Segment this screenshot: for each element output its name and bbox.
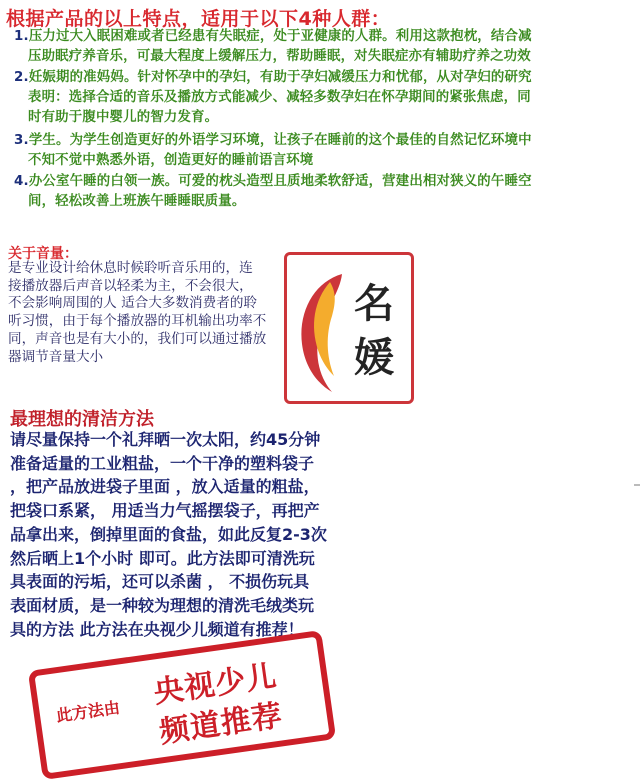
feature-item-line: 时有助于腹中婴儿的智力发育。 [28,110,219,125]
feature-item-number: 1. [14,29,29,44]
feature-item-1 [14,27,632,67]
stamp-small-text: 此方法由 [54,697,122,726]
suitable-groups-title: 根据产品的以上特点，适用于以下4种人群： [6,8,391,30]
volume-line: 接播放器后声音以轻柔为主，不会很大， [8,277,253,294]
feature-item-4 [14,172,632,212]
cleaning-line: 具的方法 此方法在央视少儿频道有推荐！ [10,619,304,639]
feature-item-line: 压助眠疗养音乐，可最大程度上缓解压力，帮助睡眠，对失眠症亦有辅助疗养之功效 [28,49,531,64]
volume-line: 同，声音也是有大小的，我们可以通过播放 [8,330,267,347]
suitable-groups-section [0,0,640,212]
cleaning-line: 具表面的污垢，还可以杀菌 ， 不损伤玩具 [10,572,310,592]
feature-item-line: 妊娠期的准妈妈。针对怀孕中的孕妇，有助于孕妇减缓压力和忧郁，从对孕妇的研究 [28,70,532,85]
feature-item-line: 压力过大入眠困难或者已经患有失眠症，处于亚健康的人群。利用这款抱枕，结合减 [28,29,532,44]
feature-item-line: 间，轻松改善上班族午睡睡眠质量。 [28,194,246,209]
logo-char-2: 媛 [354,334,394,381]
volume-line: 是专业设计给休息时候聆听音乐用的，连 [8,260,253,276]
feature-item-2 [14,68,632,128]
edge-divider [634,484,640,486]
cleaning-line: 然后晒上1个小时 即可。此方法即可清洗玩 [10,548,315,568]
cleaning-line: 品拿出来，倒掉里面的食盐，如此反复2-3次 [10,524,327,544]
cleaning-line: ，把产品放进袋子里面 ，放入适量的粗盐， [10,477,320,497]
volume-line: 器调节音量大小 [8,348,104,365]
cleaning-line: 准备适量的工业粗盐，一个干净的塑料袋子 [10,453,315,473]
volume-section-title: 关于音量： [8,246,78,262]
recommendation-stamp [28,630,336,780]
feature-item-line: 不知不觉中熟悉外语，创造更好的睡前语言环境 [28,153,314,168]
cleaning-line: 把袋口系紧， 用适当力气摇摆袋子，再把产 [10,501,320,521]
cleaning-line: 请尽量保持一个礼拜晒一次太阳，约45分钟 [10,430,321,449]
feature-item-number: 4. [14,174,29,189]
feature-item-line: 学生。为学生创造更好的外语学习环境，让孩子在睡前的这个最佳的自然记忆环境中 [28,133,532,148]
volume-line: 不会影响周围的人 适合大多数消费者的聆 [8,295,258,312]
cleaning-line: 表面材质，是一种较为理想的清洗毛绒类玩 [10,595,315,615]
feature-item-line: 表明：选择合适的音乐及播放方式能减少、减轻多数孕妇在怀孕期间的紧张焦虑，同 [28,90,531,105]
cleaning-section-title: 最理想的清洁方法 [10,409,154,430]
feature-item-number: 2. [14,70,29,85]
logo-swoosh-icon [284,252,414,404]
volume-line: 听习惯，由于每个播放器的耳机输出功率不 [8,313,267,330]
stamp-big-text-2: 频道推荐 [157,698,285,751]
cleaning-description [10,428,410,641]
feature-item-3 [14,131,632,171]
feature-item-line: 办公室午睡的白领一族。可爱的枕头造型且质地柔软舒适，营建出相对狭义的午睡空 [28,174,532,189]
feature-item-number: 3. [14,133,29,148]
logo-char-1: 名 [354,280,394,327]
stamp-big-text-1: 央视少儿 [151,658,280,711]
brand-logo [284,252,414,404]
